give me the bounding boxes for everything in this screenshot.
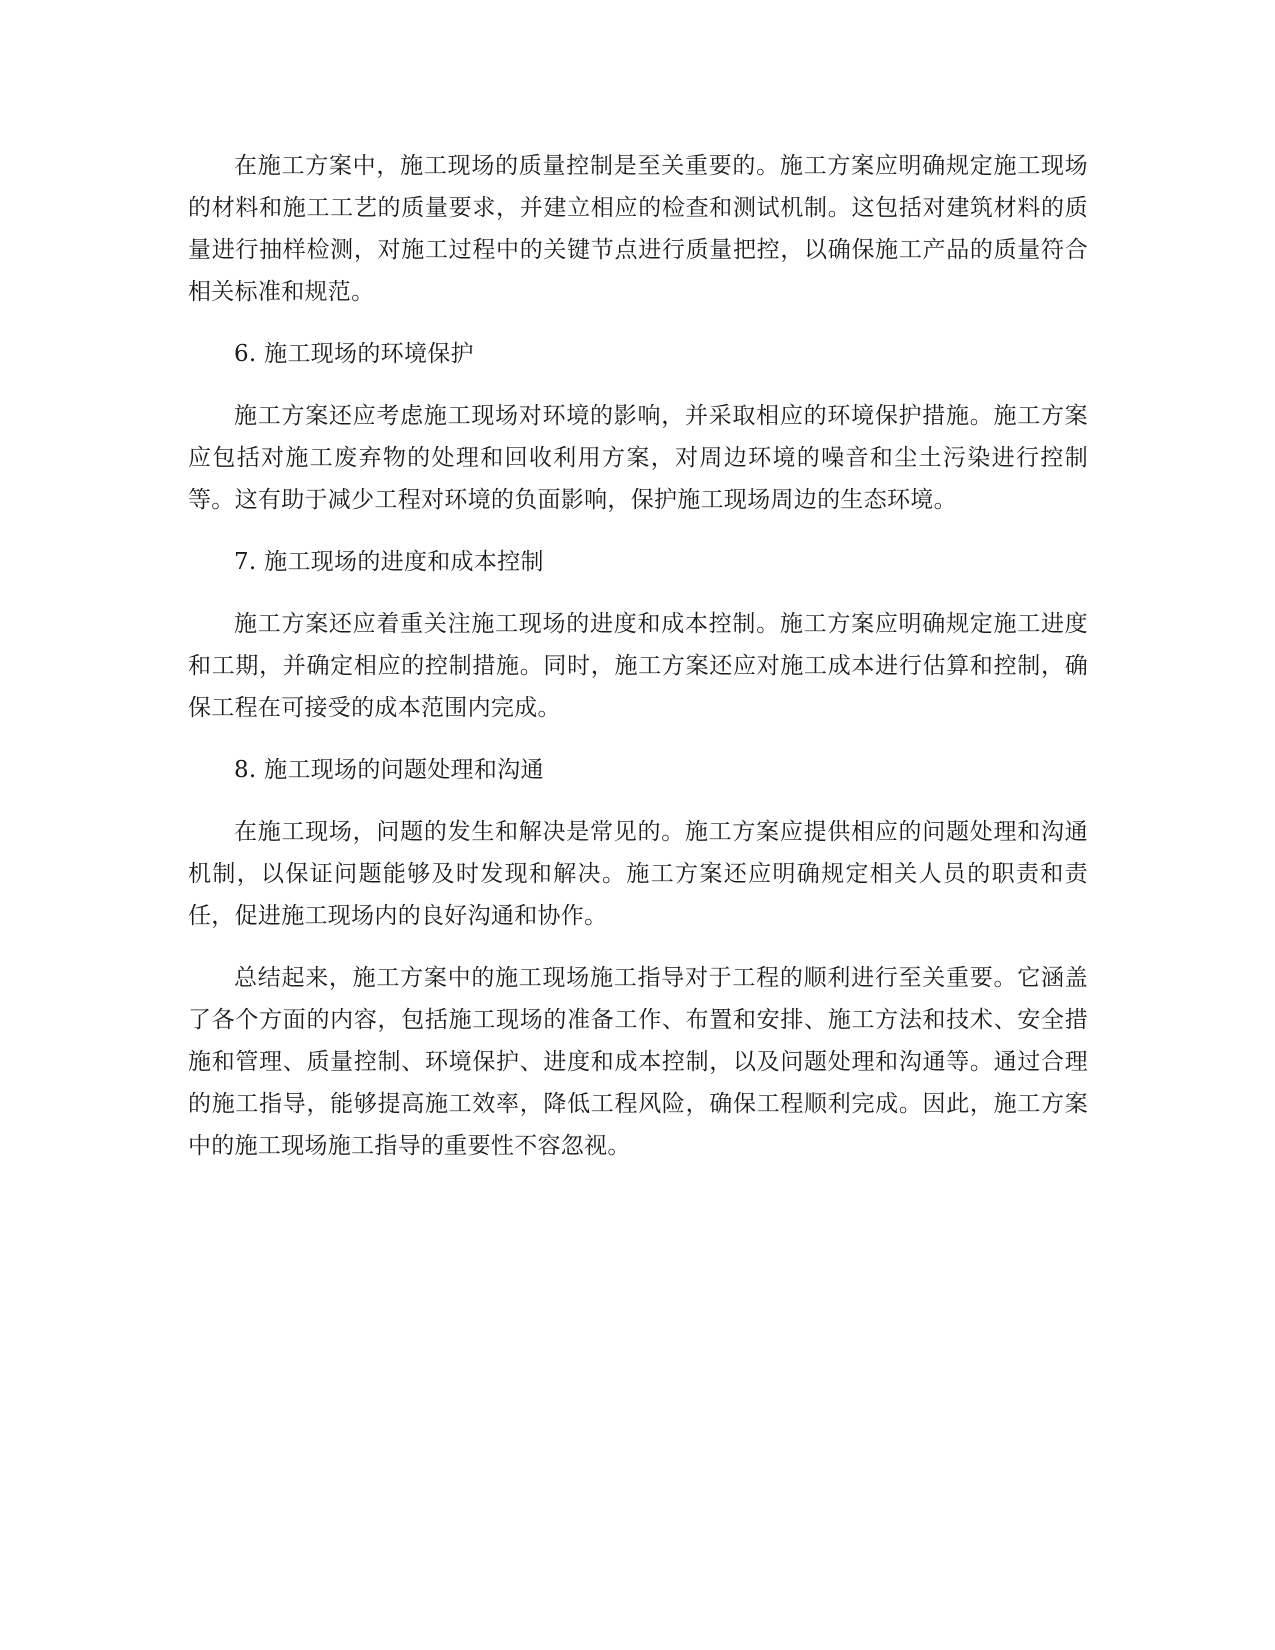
paragraph-environment: 施工方案还应考虑施工现场对环境的影响，并采取相应的环境保护措施。施工方案应包括对施工废弃物的处理和回收利用方案，对周边环境的噪音和尘土污染进行控制等。这有助于减少工程对环境的负面影响，保护施工现场周边的生态环境。 [188,403,1088,513]
document-body [188,145,1088,1187]
paragraph-quality-control: 在施工方案中，施工现场的质量控制是至关重要的。施工方案应明确规定施工现场的材料和施工工艺的质量要求，并建立相应的检查和测试机制。这包括对建筑材料的质量进行抽样检测，对施工过程中的关键节点进行质量把控，以确保施工产品的质量符合相关标准和规范。 [188,153,1088,305]
paragraph-schedule-cost: 施工方案还应着重关注施工现场的进度和成本控制。施工方案应明确规定施工进度和工期，并确定相应的控制措施。同时，施工方案还应对施工成本进行估算和控制，确保工程在可接受的成本范围内完成。 [188,611,1088,721]
paragraph-summary: 总结起来，施工方案中的施工现场施工指导对于工程的顺利进行至关重要。它涵盖了各个方面的内容，包括施工现场的准备工作、布置和安排、施工方法和技术、安全措施和管理、质量控制、环境保护、进度和成本控制，以及问题处理和沟通等。通过合理的施工指导，能够提高施工效率，降低工程风险，确保工程顺利完成。因此，施工方案中的施工现场施工指导的重要性不容忽视。 [188,965,1088,1159]
section-heading-8: 8. 施工现场的问题处理和沟通 [234,757,544,783]
paragraph-problem-handling: 在施工现场，问题的发生和解决是常见的。施工方案应提供相应的问题处理和沟通机制，以保证问题能够及时发现和解决。施工方案还应明确规定相关人员的职责和责任，促进施工现场内的良好沟通和协作。 [188,819,1088,929]
section-heading-7: 7. 施工现场的进度和成本控制 [234,549,544,575]
section-heading-6: 6. 施工现场的环境保护 [234,341,474,367]
